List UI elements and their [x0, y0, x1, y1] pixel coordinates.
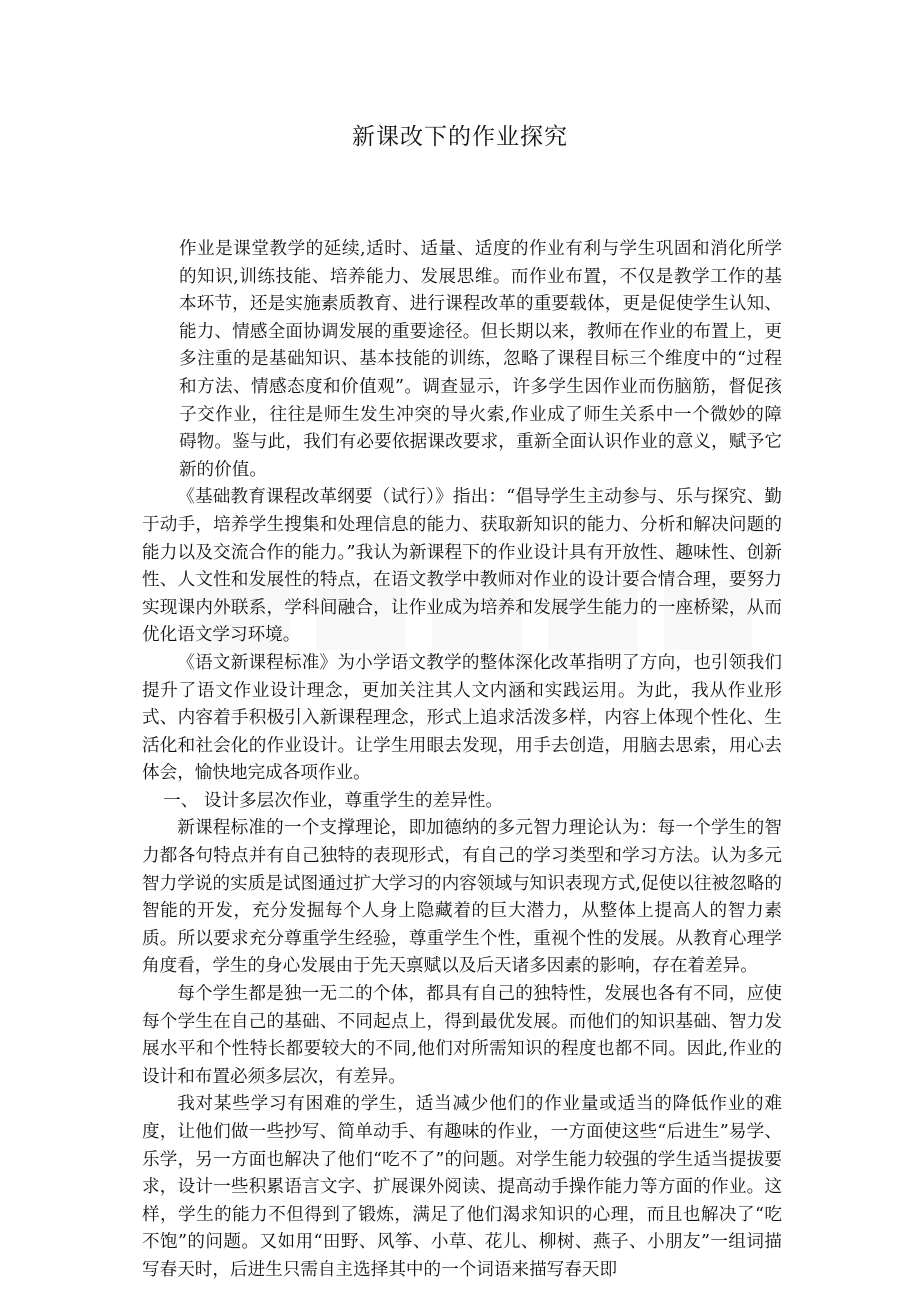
paragraph-individual-difference: 每个学生都是独一无二的个体，都具有自己的独特性，发展也各有不同，应使每个学生在自己的基础、不同起点上，得到最优发展。而他们的知识基础、智力发展水平和个性特长都要较大的不同,他们对所需知识的程度也都不同。因此,作业的设计和布置必须多层次，有差异。 [142, 984, 782, 1087]
paragraph-layered-homework: 我对某些学习有困难的学生，适当减少他们的作业量或适当的降低作业的难度，让他们做一些抄写、简单动手、有趣味的作业，一方面使这些“后进生”易学、乐学，另一方面也解决了他们“吃不了”的问题。对学生能力较强的学生适当提拔要求，设计一些积累语言文字、扩展课外阅读、提高动手操作能力等方面的作业。这样，学生的能力不但得到了锻炼，满足了他们渴求知识的心理，而且也解决了“吃不饱”的问题。又如用“田野、风筝、小草、花儿、柳树、燕子、小朋友”一组词描写春天时，后进生只需自主选择其中的一个词语来描写春天即 [142, 1094, 782, 1280]
paragraph-multiple-intelligence: 新课程标准的一个支撑理论，即加德纳的多元智力理论认为：每一个学生的智力都各句特点并有自己独特的表现形式，有自己的学习类型和学习方法。认为多元智力学说的实质是试图通过扩大学习的内容领域与知识表现方式,促使以往被忽略的智能的开发，充分发掘每个人身上隐藏着的巨大潜力，从整体上提高人的智力素质。所以要求充分尊重学生经验，尊重学生个性，重视个性的发展。从教育心理学角度看，学生的身心发展由于先天禀赋以及后天诸多因素的影响，存在着差异。 [142, 818, 782, 977]
document-body [142, 236, 782, 1285]
document-title: 新课改下的作业探究 [352, 124, 568, 150]
paragraph-standard: 《语文新课程标准》为小学语文教学的整体深化改革指明了方向，也引领我们提升了语文作业设计理念，更加关注其人文内涵和实践运用。为此，我从作业形式、内容着手积极引入新课程理念，形式上追求活泼多样，内容上体现个性化、生活化和社会化的作业设计。让学生用眼去发现，用手去创造，用脑去思索，用心去体会，愉快地完成各项作业。 [142, 652, 782, 784]
paragraph-intro: 作业是课堂教学的延续,适时、适量、适度的作业有利与学生巩固和消化所学的知识,训练技能、培养能力、发展思维。而作业布置，不仅是教学工作的基本环节，还是实施素质教育、进行课程改革的重要载体，更是促使学生认知、能力、情感全面协调发展的重要途径。但长期以来，教师在作业的布置上，更多注重的是基础知识、基本技能的训练，忽略了课程目标三个维度中的“过程和方法、情感态度和价值观”。调查显示，许多学生因作业而伤脑筋，督促孩子交作业，往往是师生发生冲突的导火索,作业成了师生关系中一个微妙的障碍物。鉴与此，我们有必要依据课改要求，重新全面认识作业的意义，赋予它新的价值。 [178, 239, 782, 480]
section-heading-1: 一、 设计多层次作业，尊重学生的差异性。 [163, 790, 503, 811]
paragraph-outline-quote: 《基础教育课程改革纲要（试行）》指出：“倡导学生主动参与、乐与探究、勤于动手，培养学生搜集和处理信息的能力、获取新知识的能力、分析和解决问题的能力以及交流合作的能力。”我认为新课程下的作业设计具有开放性、趣味性、创新性、人文性和发展性的特点，在语文教学中教师对作业的设计要合情合理，要努力实现课内外联系，学科间融合，让作业成为培养和发展学生能力的一座桥梁，从而优化语文学习环境。 [142, 487, 782, 646]
